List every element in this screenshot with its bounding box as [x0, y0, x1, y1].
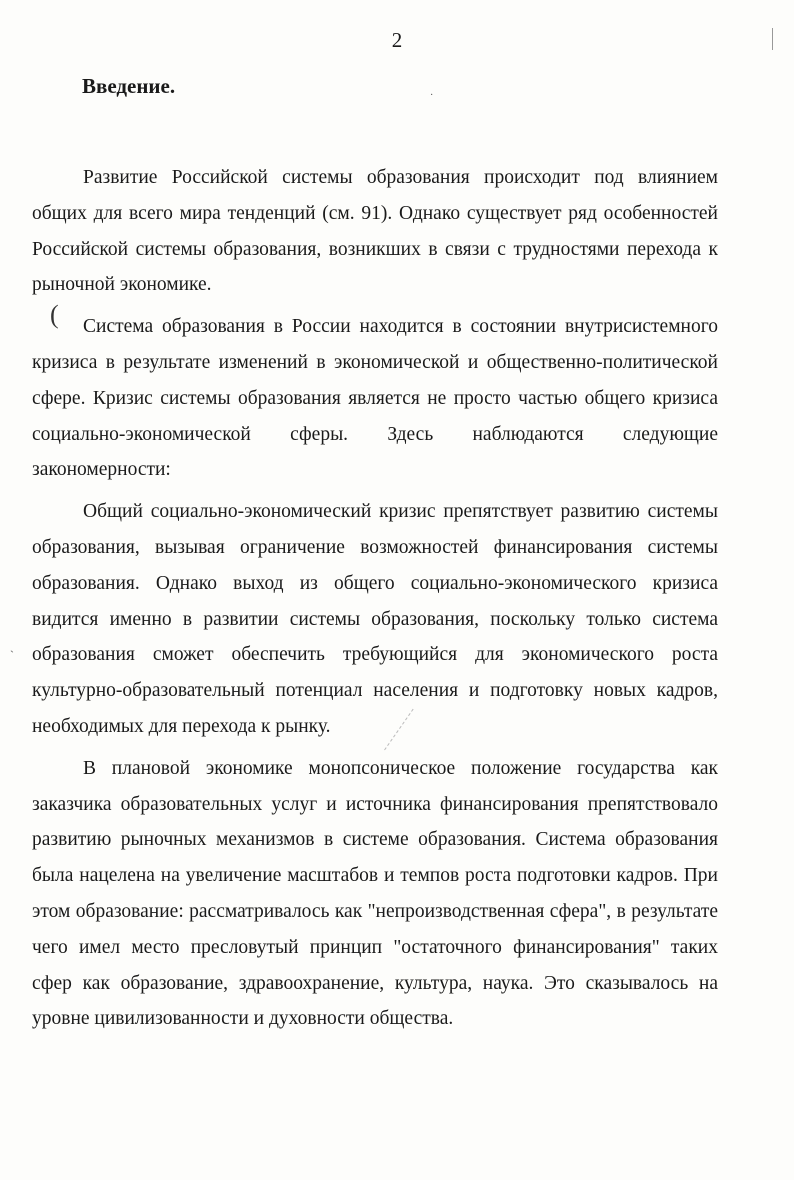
scan-dot-mark: · [430, 90, 434, 101]
page-number: 2 [391, 28, 403, 52]
paragraph-4: В плановой экономике монопсоническое положение государства как заказчика образовательных услуг и источника финансирования препятствовало развитию рыночных механизмов в системе образования. Система образования была нацелена на увеличение масштабов и темпов роста подготовки кадров. При этом образование: рассматривалось как "непроизводственная сфера", в результате чего имел место пресловутый принцип "остаточного финансирования" таких сфер как образование, здравоохранение, культура, наука. Это сказывалось на уровне цивилизованности и духовности общества. [32, 757, 718, 1030]
handwritten-bracket-mark: ( [50, 300, 59, 329]
scan-tick-mark: ` [10, 648, 14, 662]
paragraph-2: Система образования в России находится в состоянии внутрисистемного кризиса в результате изменений в экономической и общественно-политической сфере. Кризис системы образования является не просто частью общего кризиса социально-экономической сферы. Здесь наблюдаются следующие закономерности: [32, 316, 718, 481]
paragraph-1: Развитие Российской системы образования происходит под влиянием общих для всего мира тенденций (см. 91). Однако существует ряд особенностей Российской системы образования, возникших в связи с трудностями перехода к рыночной экономике. [32, 167, 718, 296]
document-body [32, 160, 718, 1043]
scan-edge-mark [772, 28, 773, 50]
paragraph-3: Общий социально-экономический кризис препятствует развитию системы образования, вызывая ограничение возможностей финансирования системы образования. Однако выход из общего социально-экономического кризиса видится именно в развитии системы образования, поскольку только система образования сможет обеспечить требующийся для экономического роста культурно-образовательный потенциал населения и подготовку новых кадров, необходимых для перехода к рынку. [32, 501, 718, 737]
section-heading: Введение. [82, 74, 176, 98]
